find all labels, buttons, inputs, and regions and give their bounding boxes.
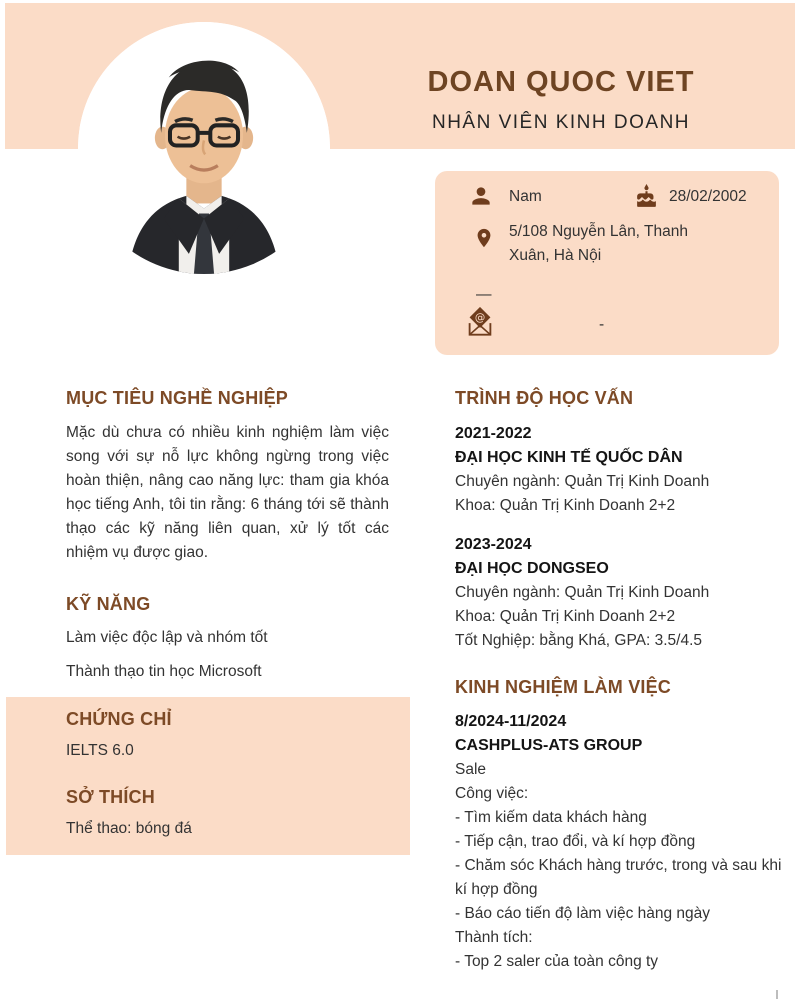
experience-period: 8/2024-11/2024 bbox=[455, 713, 567, 730]
phone-redacted-dash: — bbox=[476, 286, 492, 303]
certificate-item: IELTS 6.0 bbox=[66, 742, 134, 759]
education-period: 2021-2022 bbox=[455, 425, 532, 442]
right-column bbox=[455, 388, 789, 974]
profile-photo bbox=[78, 22, 330, 274]
experience-heading: KINH NGHIỆM LÀM VIỆC bbox=[455, 677, 672, 697]
location-pin-icon bbox=[473, 223, 495, 253]
candidate-name: DOAN QUOC VIET bbox=[427, 66, 695, 98]
skill-item: Làm việc độc lập và nhóm tốt bbox=[66, 629, 268, 646]
experience-detail: - Tiếp cận, trao đổi, và kí hợp đồng bbox=[455, 833, 696, 850]
education-period: 2023-2024 bbox=[455, 536, 532, 553]
email-icon bbox=[465, 307, 495, 337]
hobby-item: Thể thao: bóng đá bbox=[66, 820, 192, 837]
experience-detail: - Báo cáo tiến độ làm việc hàng ngày bbox=[455, 905, 711, 922]
education-school: ĐẠI HỌC KINH TẾ QUỐC DÂN bbox=[455, 449, 683, 466]
education-detail: Khoa: Quản Trị Kinh Doanh 2+2 bbox=[455, 497, 676, 514]
header-text bbox=[335, 66, 787, 134]
education-entry bbox=[455, 422, 789, 518]
education-detail: Khoa: Quản Trị Kinh Doanh 2+2 bbox=[455, 608, 676, 625]
page-edge-mark bbox=[776, 990, 778, 999]
skill-item: Thành thạo tin học Microsoft bbox=[66, 663, 262, 680]
education-heading: TRÌNH ĐỘ HỌC VẤN bbox=[455, 388, 634, 408]
experience-company: CASHPLUS-ATS GROUP bbox=[455, 737, 643, 754]
experience-detail: Công việc: bbox=[455, 785, 529, 802]
email-redacted-dash: - bbox=[599, 316, 605, 333]
objective-text: Mặc dù chưa có nhiều kinh nghiệm làm việc song với sự nỗ lực không ngừng trong việc hoàn thiện, nâng cao năng lực: tham gia khóa học tiếng Anh, tôi tin rằng: 6 tháng tới sẽ thành thạo các kỹ năng liên quan, xử lý tốt các nhiệm vụ được giao. bbox=[66, 424, 389, 561]
education-detail: Chuyên ngành: Quản Trị Kinh Doanh bbox=[455, 584, 710, 601]
portrait-illustration bbox=[78, 22, 330, 274]
hobbies-heading: SỞ THÍCH bbox=[66, 787, 155, 807]
certificates-hobbies-box bbox=[6, 697, 410, 855]
skills-heading: KỸ NĂNG bbox=[66, 594, 151, 614]
experience-detail: - Chăm sóc Khách hàng trước, trong và sau khi kí hợp đồng bbox=[455, 857, 782, 898]
address-value: 5/108 Nguyễn Lân, Thanh Xuân, Hà Nội bbox=[509, 223, 688, 264]
person-icon bbox=[468, 183, 494, 209]
objective-heading: MỤC TIÊU NGHỀ NGHIỆP bbox=[66, 388, 289, 408]
education-school: ĐẠI HỌC DONGSEO bbox=[455, 560, 609, 577]
dob-value: 28/02/2002 bbox=[669, 188, 747, 205]
experience-detail: - Top 2 saler của toàn công ty bbox=[455, 953, 659, 970]
education-detail: Tốt Nghiệp: bằng Khá, GPA: 3.5/4.5 bbox=[455, 632, 703, 649]
education-entry bbox=[455, 533, 789, 653]
experience-entry bbox=[455, 710, 789, 974]
experience-detail: Thành tích: bbox=[455, 929, 533, 946]
experience-detail: - Tìm kiếm data khách hàng bbox=[455, 809, 647, 826]
education-detail: Chuyên ngành: Quản Trị Kinh Doanh bbox=[455, 473, 710, 490]
personal-info-card bbox=[435, 171, 779, 355]
candidate-title: NHÂN VIÊN KINH DOANH bbox=[431, 112, 691, 133]
gender-value: Nam bbox=[509, 188, 542, 205]
certificates-heading: CHỨNG CHỈ bbox=[66, 709, 172, 729]
birthday-cake-icon bbox=[634, 184, 659, 209]
experience-role: Sale bbox=[455, 761, 487, 778]
left-column bbox=[66, 388, 389, 683]
svg-text:@: @ bbox=[474, 312, 486, 325]
